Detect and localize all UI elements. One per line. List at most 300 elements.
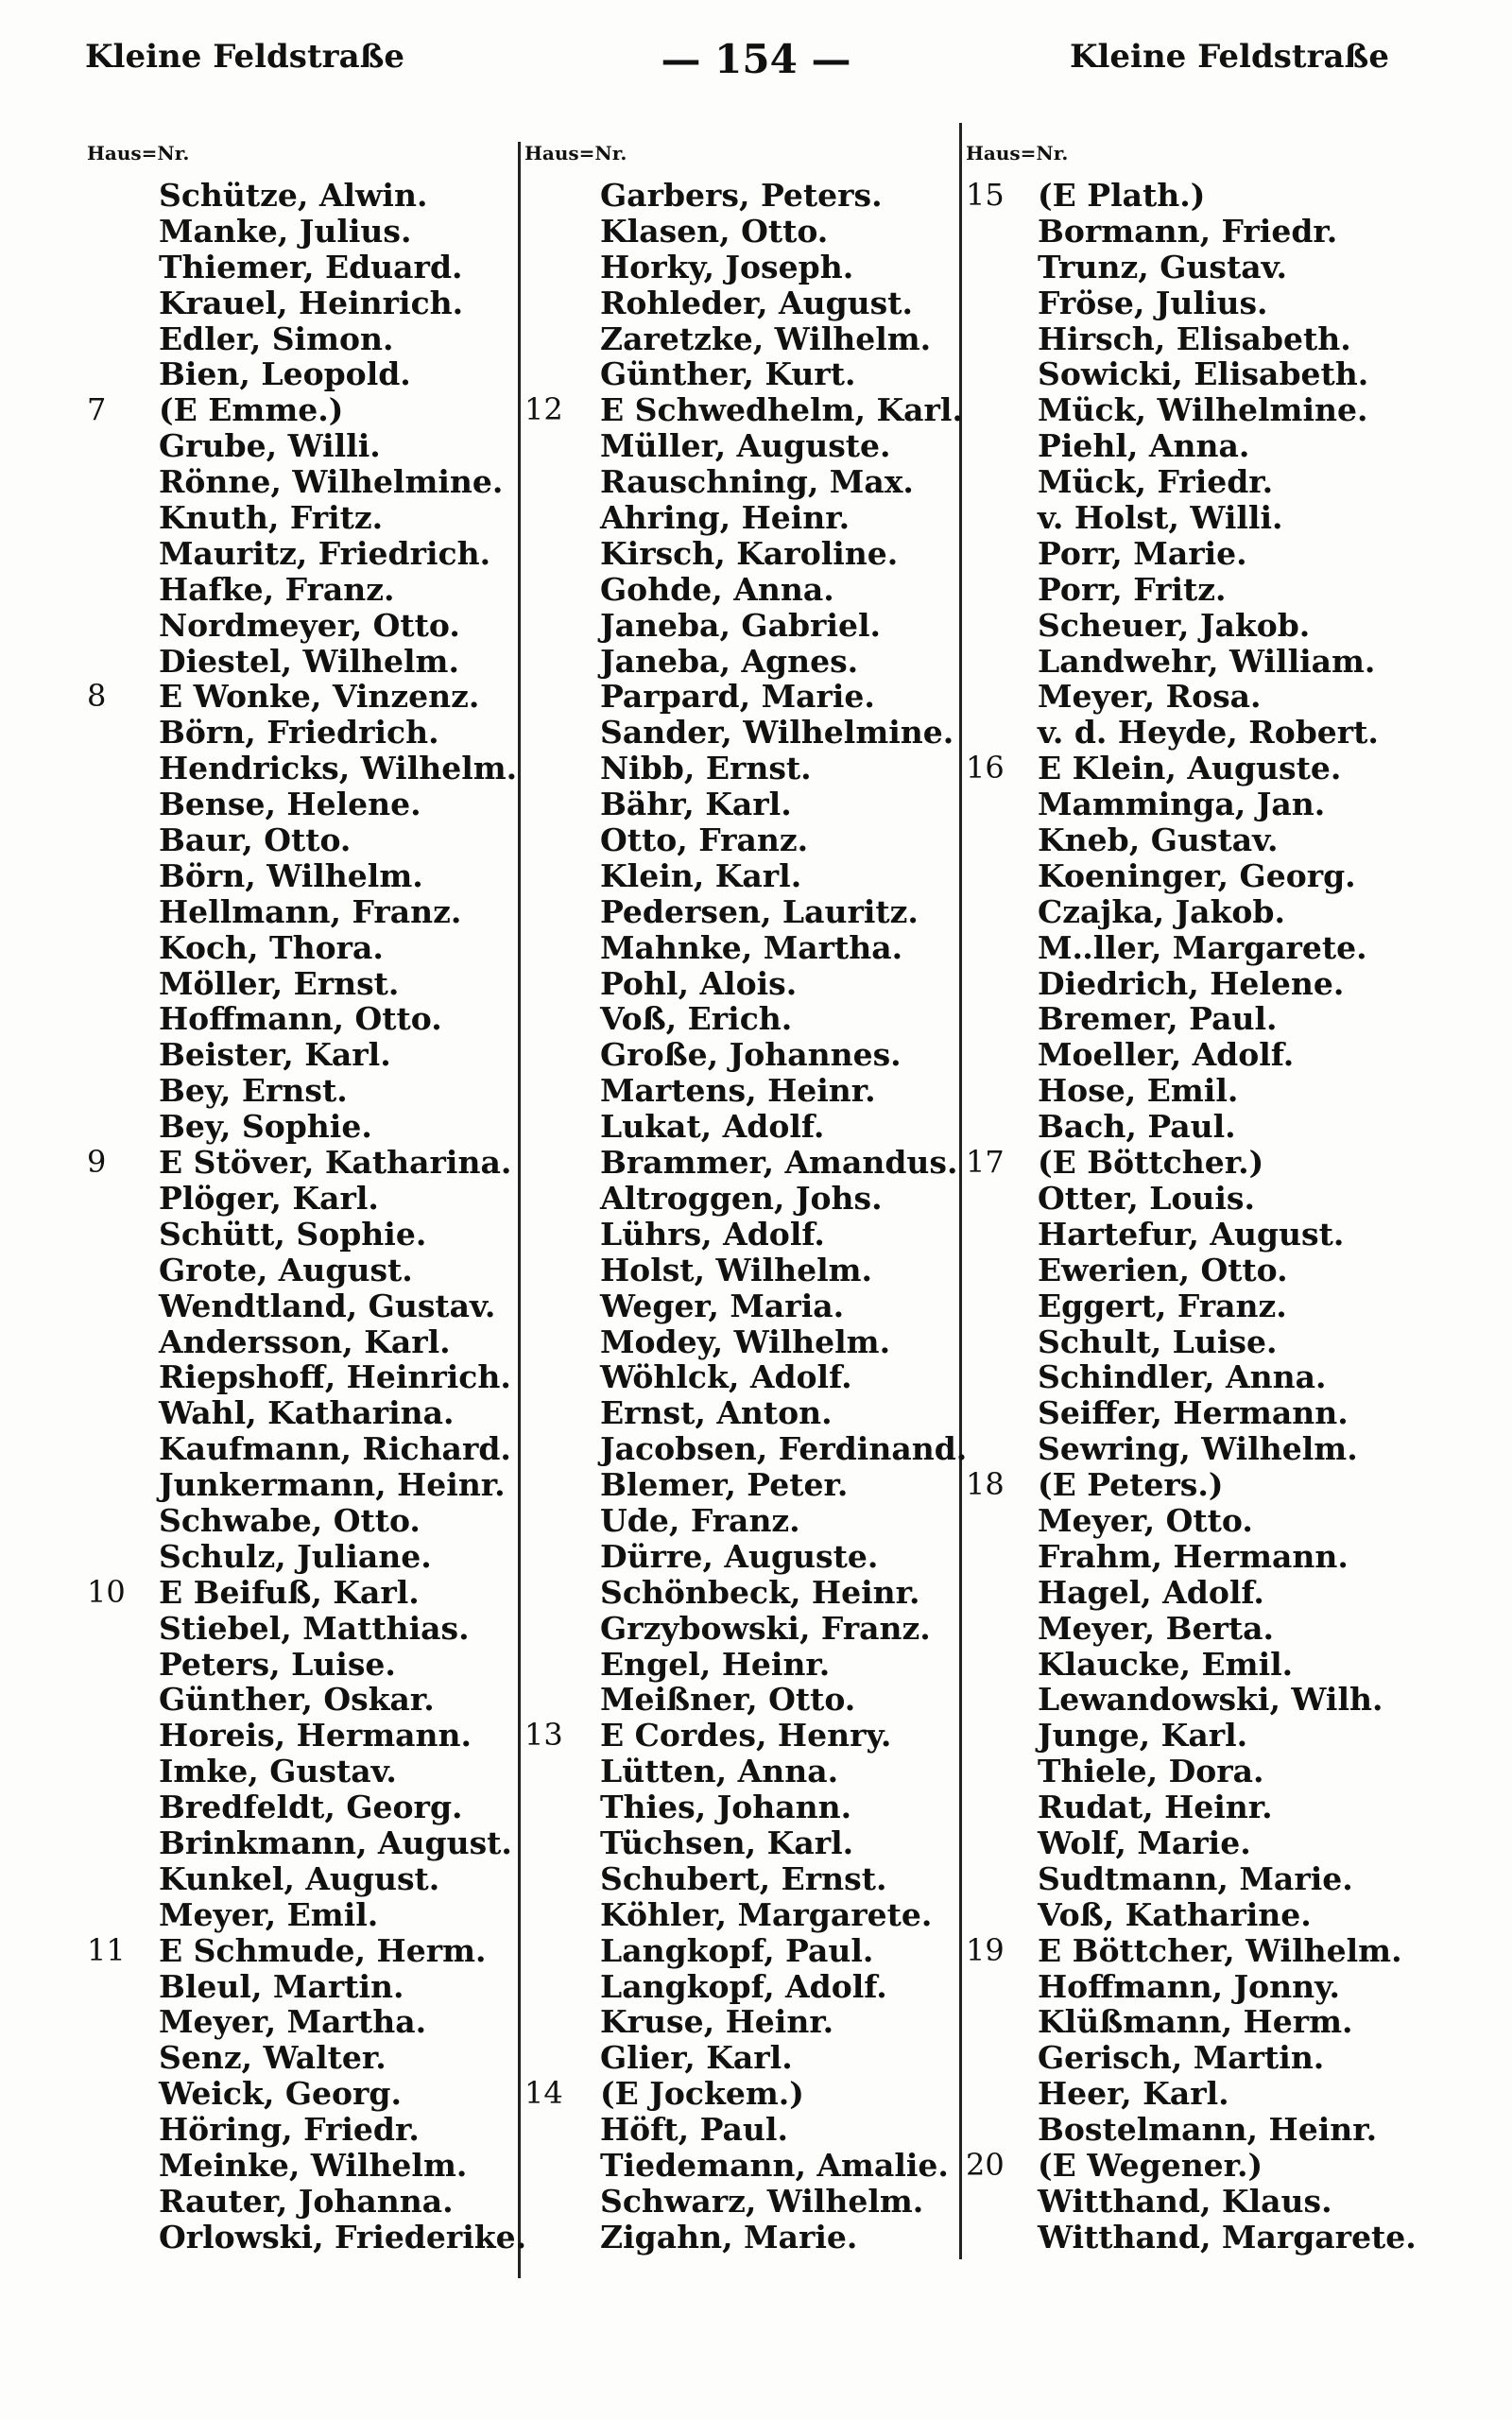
resident-name: Klüßmann, Herm. bbox=[1038, 2003, 1353, 2041]
directory-entry bbox=[87, 1073, 517, 1109]
resident-name: E Beifuß, Karl. bbox=[159, 1573, 420, 1611]
directory-entry bbox=[87, 1789, 517, 1825]
resident-name: Otter, Louis. bbox=[1038, 1179, 1256, 1217]
resident-name: Brammer, Amandus. bbox=[600, 1144, 958, 1182]
resident-name: Trunz, Gustav. bbox=[1038, 248, 1287, 285]
directory-entry bbox=[966, 1217, 1495, 1253]
directory-entry bbox=[966, 2112, 1495, 2148]
directory-entry bbox=[87, 428, 517, 464]
resident-name: Czajka, Jakob. bbox=[1038, 892, 1285, 930]
resident-name: Mück, Friedr. bbox=[1038, 463, 1274, 501]
resident-name: Bähr, Karl. bbox=[600, 786, 792, 823]
directory-entry bbox=[524, 1897, 957, 1933]
entry-list bbox=[966, 178, 1495, 2256]
directory-entry bbox=[966, 2004, 1495, 2040]
resident-name: Voß, Erich. bbox=[600, 1000, 793, 1038]
directory-entry bbox=[524, 500, 957, 536]
resident-name: Hendricks, Wilhelm. bbox=[159, 750, 518, 787]
resident-name: Manke, Julius. bbox=[159, 212, 412, 250]
directory-entry bbox=[966, 214, 1495, 250]
directory-entry bbox=[966, 2040, 1495, 2076]
directory-entry bbox=[524, 1037, 957, 1073]
directory-entry bbox=[87, 1503, 517, 1539]
directory-entry bbox=[966, 1611, 1495, 1647]
directory-entry bbox=[966, 822, 1495, 858]
resident-name: Brinkmann, August. bbox=[159, 1824, 512, 1861]
directory-entry bbox=[966, 1395, 1495, 1431]
resident-name: Piehl, Anna. bbox=[1038, 427, 1250, 465]
directory-entry bbox=[524, 1789, 957, 1825]
resident-name: Senz, Walter. bbox=[159, 2039, 387, 2077]
directory-entry bbox=[524, 1253, 957, 1288]
street-title-right: Kleine Feldstraße bbox=[1069, 38, 1389, 76]
resident-name: (E Jockem.) bbox=[600, 2075, 804, 2113]
resident-name: Möller, Ernst. bbox=[159, 964, 400, 1002]
resident-name: Bormann, Friedr. bbox=[1038, 212, 1338, 250]
directory-entry bbox=[524, 930, 957, 966]
resident-name: Horky, Joseph. bbox=[600, 248, 854, 285]
directory-entry bbox=[966, 1359, 1495, 1395]
directory-entry bbox=[524, 858, 957, 894]
resident-name: Fröse, Julius. bbox=[1038, 284, 1268, 321]
directory-entry bbox=[966, 1431, 1495, 1467]
directory-entry bbox=[966, 1467, 1495, 1503]
directory-entry bbox=[966, 1253, 1495, 1288]
directory-entry bbox=[524, 536, 957, 572]
resident-name: M‥ller, Margarete. bbox=[1038, 928, 1367, 966]
resident-name: Peters, Luise. bbox=[159, 1645, 396, 1683]
resident-name: Wahl, Katharina. bbox=[159, 1394, 455, 1432]
directory-entry bbox=[524, 1324, 957, 1360]
directory-entry bbox=[524, 1181, 957, 1217]
resident-name: Porr, Marie. bbox=[1038, 534, 1247, 572]
resident-name: Bey, Sophie. bbox=[159, 1108, 372, 1146]
column-heading: Haus=Nr. bbox=[524, 142, 627, 164]
directory-entry bbox=[87, 1575, 517, 1611]
directory-entry bbox=[87, 715, 517, 751]
resident-name: Köhler, Margarete. bbox=[600, 1895, 933, 1933]
resident-name: Grzybowski, Franz. bbox=[600, 1609, 931, 1647]
directory-entry bbox=[524, 786, 957, 822]
resident-name: Mahnke, Martha. bbox=[600, 928, 903, 966]
resident-name: Kunkel, August. bbox=[159, 1859, 440, 1897]
resident-name: Hoffmann, Otto. bbox=[159, 1000, 442, 1038]
directory-entry bbox=[524, 894, 957, 930]
directory-entry bbox=[87, 2040, 517, 2076]
directory-entry bbox=[524, 1825, 957, 1861]
directory-entry bbox=[966, 2148, 1495, 2184]
resident-name: Janeba, Gabriel. bbox=[600, 606, 881, 644]
resident-name: Kaufmann, Richard. bbox=[159, 1430, 511, 1468]
resident-name: Grube, Willi. bbox=[159, 427, 381, 465]
street-title-left: Kleine Feldstraße bbox=[85, 38, 405, 76]
resident-name: Meyer, Martha. bbox=[159, 2003, 427, 2041]
directory-entry bbox=[87, 608, 517, 644]
directory-entry bbox=[524, 1754, 957, 1789]
directory-entry bbox=[966, 1647, 1495, 1683]
resident-name: Witthand, Margarete. bbox=[1038, 2218, 1417, 2256]
resident-name: Schwarz, Wilhelm. bbox=[600, 2182, 924, 2220]
directory-entry bbox=[87, 572, 517, 608]
directory-entry bbox=[524, 356, 957, 392]
resident-name: Rauschning, Max. bbox=[600, 463, 914, 501]
column-2 bbox=[524, 142, 968, 2256]
resident-name: Sowicki, Elisabeth. bbox=[1038, 355, 1369, 393]
house-number: 10 bbox=[87, 1573, 126, 1610]
resident-name: Sewring, Wilhelm. bbox=[1038, 1430, 1358, 1468]
directory-entry bbox=[966, 1001, 1495, 1037]
house-number: 16 bbox=[966, 750, 1005, 786]
column-3 bbox=[966, 142, 1495, 2256]
directory-entry bbox=[966, 500, 1495, 536]
directory-entry bbox=[966, 250, 1495, 285]
directory-entry bbox=[524, 2220, 957, 2256]
resident-name: Dürre, Auguste. bbox=[600, 1537, 879, 1575]
directory-entry bbox=[966, 1933, 1495, 1969]
resident-name: Pohl, Alois. bbox=[600, 964, 798, 1002]
directory-entry bbox=[524, 2112, 957, 2148]
resident-name: Altroggen, Johs. bbox=[600, 1179, 883, 1217]
resident-name: Junkermann, Heinr. bbox=[159, 1466, 506, 1504]
column-divider-right bbox=[959, 123, 962, 2259]
directory-entry bbox=[966, 644, 1495, 680]
resident-name: Schulz, Juliane. bbox=[159, 1537, 432, 1575]
directory-entry bbox=[87, 1467, 517, 1503]
directory-entry bbox=[966, 1324, 1495, 1360]
directory-entry bbox=[524, 1145, 957, 1181]
resident-name: Schütze, Alwin. bbox=[159, 177, 428, 214]
directory-entry bbox=[966, 1539, 1495, 1575]
resident-name: Bremer, Paul. bbox=[1038, 1000, 1278, 1038]
resident-name: Hagel, Adolf. bbox=[1038, 1573, 1264, 1611]
directory-entry bbox=[524, 1073, 957, 1109]
resident-name: Wolf, Marie. bbox=[1038, 1824, 1251, 1861]
directory-entry bbox=[524, 1430, 968, 1468]
resident-name: Junge, Karl. bbox=[1038, 1717, 1248, 1754]
resident-name: Frahm, Hermann. bbox=[1038, 1537, 1349, 1575]
directory-entry bbox=[966, 1825, 1495, 1861]
directory-entry bbox=[524, 391, 963, 429]
directory-entry bbox=[966, 966, 1495, 1002]
directory-entry bbox=[87, 1682, 517, 1718]
directory-entry bbox=[87, 644, 517, 680]
directory-entry bbox=[87, 1253, 517, 1288]
directory-entry bbox=[87, 1181, 517, 1217]
resident-name: Pedersen, Lauritz. bbox=[600, 892, 919, 930]
resident-name: Mück, Wilhelmine. bbox=[1038, 391, 1368, 429]
directory-entry bbox=[966, 786, 1495, 822]
directory-entry bbox=[966, 1109, 1495, 1145]
resident-name: Langkopf, Paul. bbox=[600, 1931, 874, 1969]
resident-name: Seiffer, Hermann. bbox=[1038, 1394, 1349, 1432]
directory-entry bbox=[966, 1789, 1495, 1825]
directory-entry bbox=[966, 930, 1495, 966]
directory-entry bbox=[524, 715, 957, 751]
directory-entry bbox=[966, 2220, 1495, 2256]
directory-entry bbox=[966, 536, 1495, 572]
resident-name: Schönbeck, Heinr. bbox=[600, 1573, 920, 1611]
directory-entry bbox=[87, 786, 517, 822]
directory-entry bbox=[966, 2076, 1495, 2112]
directory-entry bbox=[87, 250, 517, 285]
resident-name: Schubert, Ernst. bbox=[600, 1859, 887, 1897]
resident-name: Grote, August. bbox=[159, 1251, 413, 1288]
directory-entry bbox=[87, 1109, 517, 1145]
directory-entry bbox=[524, 679, 957, 715]
resident-name: Sudtmann, Marie. bbox=[1038, 1859, 1353, 1897]
house-number: 13 bbox=[524, 1717, 563, 1754]
directory-entry bbox=[524, 285, 957, 321]
resident-name: Edler, Simon. bbox=[159, 320, 394, 357]
directory-entry bbox=[966, 1897, 1495, 1933]
resident-name: Heer, Karl. bbox=[1038, 2075, 1229, 2113]
resident-name: Voß, Katharine. bbox=[1038, 1895, 1312, 1933]
resident-name: Glier, Karl. bbox=[600, 2039, 793, 2077]
resident-name: Hartefur, August. bbox=[1038, 1215, 1345, 1253]
column-heading: Haus=Nr. bbox=[966, 142, 1069, 164]
resident-name: Koch, Thora. bbox=[159, 928, 384, 966]
resident-name: Rönne, Wilhelmine. bbox=[159, 463, 504, 501]
resident-name: E Klein, Auguste. bbox=[1038, 750, 1342, 787]
resident-name: Ahring, Heinr. bbox=[600, 499, 850, 537]
resident-name: Hirsch, Elisabeth. bbox=[1038, 320, 1351, 357]
directory-entry bbox=[966, 2184, 1495, 2220]
directory-entry bbox=[966, 858, 1495, 894]
resident-name: Moeller, Adolf. bbox=[1038, 1036, 1295, 1074]
directory-entry bbox=[966, 1575, 1495, 1611]
directory-entry bbox=[87, 1001, 517, 1037]
directory-entry bbox=[966, 1682, 1495, 1718]
resident-name: Meyer, Emil. bbox=[159, 1895, 379, 1933]
directory-entry bbox=[966, 751, 1495, 786]
directory-entry bbox=[524, 966, 957, 1002]
resident-name: Baur, Otto. bbox=[159, 821, 352, 859]
directory-entry bbox=[87, 1933, 517, 1969]
resident-name: Hose, Emil. bbox=[1038, 1072, 1239, 1110]
directory-entry bbox=[87, 858, 517, 894]
resident-name: Tiedemann, Amalie. bbox=[600, 2146, 949, 2184]
resident-name: Mauritz, Friedrich. bbox=[159, 534, 491, 572]
directory-entry bbox=[966, 1181, 1495, 1217]
directory-entry bbox=[87, 1145, 517, 1181]
directory-entry bbox=[966, 1145, 1495, 1181]
directory-entry bbox=[524, 644, 957, 680]
resident-name: Schütt, Sophie. bbox=[159, 1215, 427, 1253]
directory-entry bbox=[87, 2184, 517, 2220]
directory-entry bbox=[524, 1359, 957, 1395]
resident-name: Börn, Friedrich. bbox=[159, 714, 439, 752]
directory-entry bbox=[524, 1647, 957, 1683]
directory-entry bbox=[87, 1754, 517, 1789]
directory-entry bbox=[87, 1359, 517, 1395]
resident-name: Orlowski, Friederike. bbox=[159, 2218, 527, 2256]
directory-entry bbox=[524, 572, 957, 608]
directory-entry bbox=[87, 822, 517, 858]
house-number: 17 bbox=[966, 1144, 1005, 1181]
column-heading: Haus=Nr. bbox=[87, 142, 190, 164]
resident-name: Lütten, Anna. bbox=[600, 1753, 839, 1790]
resident-name: Garbers, Peters. bbox=[600, 177, 883, 214]
directory-entry bbox=[87, 321, 517, 357]
resident-name: Höring, Friedr. bbox=[159, 2111, 420, 2149]
house-number: 12 bbox=[524, 391, 563, 428]
directory-entry bbox=[524, 1611, 957, 1647]
directory-entry bbox=[524, 1217, 957, 1253]
directory-entry bbox=[524, 1575, 957, 1611]
directory-entry bbox=[524, 2004, 957, 2040]
directory-entry bbox=[524, 1288, 957, 1324]
resident-name: (E Emme.) bbox=[159, 391, 344, 429]
resident-name: Bien, Leopold. bbox=[159, 355, 411, 393]
resident-name: Zaretzke, Wilhelm. bbox=[600, 320, 932, 357]
directory-entry bbox=[524, 1969, 957, 2005]
resident-name: Bey, Ernst. bbox=[159, 1072, 348, 1110]
directory-entry bbox=[966, 1969, 1495, 2005]
directory-entry bbox=[87, 1718, 517, 1754]
directory-entry bbox=[524, 1467, 957, 1503]
resident-name: Janeba, Agnes. bbox=[600, 642, 859, 680]
directory-entry bbox=[524, 2148, 957, 2184]
resident-name: E Stöver, Katharina. bbox=[159, 1144, 512, 1182]
directory-entry bbox=[87, 930, 517, 966]
resident-name: Bredfeldt, Georg. bbox=[159, 1789, 463, 1826]
directory-entry bbox=[87, 1825, 517, 1861]
resident-name: E Schmude, Herm. bbox=[159, 1931, 487, 1969]
resident-name: Scheuer, Jakob. bbox=[1038, 606, 1311, 644]
resident-name: Kneb, Gustav. bbox=[1038, 821, 1279, 859]
directory-entry bbox=[87, 536, 517, 572]
resident-name: Wöhlck, Adolf. bbox=[600, 1358, 852, 1396]
house-number: 9 bbox=[87, 1144, 107, 1181]
directory-entry bbox=[87, 178, 517, 214]
directory-entry bbox=[87, 1395, 517, 1431]
directory-entry bbox=[966, 428, 1495, 464]
directory-entry bbox=[524, 2184, 957, 2220]
directory-entry bbox=[87, 1969, 517, 2005]
resident-name: Schult, Luise. bbox=[1038, 1322, 1278, 1360]
directory-entry bbox=[524, 214, 957, 250]
resident-name: Thiele, Dora. bbox=[1038, 1753, 1264, 1790]
directory-entry bbox=[524, 178, 957, 214]
resident-name: Klein, Karl. bbox=[600, 856, 802, 894]
resident-name: Horeis, Hermann. bbox=[159, 1717, 472, 1754]
resident-name: (E Peters.) bbox=[1038, 1466, 1224, 1504]
house-number: 14 bbox=[524, 2075, 563, 2112]
directory-entry bbox=[966, 715, 1495, 751]
directory-entry bbox=[524, 464, 957, 500]
resident-name: Schindler, Anna. bbox=[1038, 1358, 1327, 1396]
resident-name: Eggert, Franz. bbox=[1038, 1287, 1287, 1324]
directory-entry bbox=[524, 1503, 957, 1539]
resident-name: Mamminga, Jan. bbox=[1038, 786, 1326, 823]
resident-name: Imke, Gustav. bbox=[159, 1753, 397, 1790]
resident-name: E Cordes, Henry. bbox=[600, 1717, 892, 1754]
directory-entry bbox=[524, 1001, 957, 1037]
resident-name: Müller, Auguste. bbox=[600, 427, 891, 465]
directory-entry bbox=[87, 356, 517, 392]
resident-name: Günther, Oskar. bbox=[159, 1681, 435, 1719]
resident-name: Weger, Maria. bbox=[600, 1287, 845, 1324]
resident-name: Börn, Wilhelm. bbox=[159, 856, 423, 894]
resident-name: Bense, Helene. bbox=[159, 786, 421, 823]
resident-name: Porr, Fritz. bbox=[1038, 570, 1227, 608]
directory-entry bbox=[87, 285, 517, 321]
resident-name: Ernst, Anton. bbox=[600, 1394, 833, 1432]
directory-entry bbox=[87, 966, 517, 1002]
resident-name: Meyer, Berta. bbox=[1038, 1609, 1275, 1647]
directory-entry bbox=[966, 608, 1495, 644]
resident-name: Meinke, Wilhelm. bbox=[159, 2146, 468, 2184]
directory-entry bbox=[87, 1611, 517, 1647]
directory-entry bbox=[524, 1933, 957, 1969]
directory-entry bbox=[87, 894, 517, 930]
house-number: 18 bbox=[966, 1466, 1005, 1503]
directory-entry bbox=[966, 285, 1495, 321]
resident-name: Zigahn, Marie. bbox=[600, 2218, 858, 2256]
resident-name: Klasen, Otto. bbox=[600, 212, 829, 250]
resident-name: Hellmann, Franz. bbox=[159, 892, 462, 930]
resident-name: (E Plath.) bbox=[1038, 177, 1206, 214]
directory-entry bbox=[966, 1288, 1495, 1324]
resident-name: Weick, Georg. bbox=[159, 2075, 402, 2113]
directory-entry bbox=[966, 321, 1495, 357]
directory-entry bbox=[87, 392, 517, 428]
resident-name: Thiemer, Eduard. bbox=[159, 248, 463, 285]
directory-entry bbox=[87, 1217, 517, 1253]
directory-entry bbox=[524, 751, 957, 786]
directory-entry bbox=[87, 1647, 517, 1683]
resident-name: Martens, Heinr. bbox=[600, 1072, 876, 1110]
house-number: 15 bbox=[966, 177, 1005, 213]
resident-name: Rohleder, August. bbox=[600, 284, 913, 321]
directory-entry bbox=[87, 1897, 517, 1933]
resident-name: Lührs, Adolf. bbox=[600, 1215, 825, 1253]
resident-name: Höft, Paul. bbox=[600, 2111, 788, 2149]
resident-name: Knuth, Fritz. bbox=[159, 499, 384, 537]
resident-name: Schwabe, Otto. bbox=[159, 1501, 421, 1539]
directory-entry bbox=[966, 1754, 1495, 1789]
entry-list bbox=[87, 177, 527, 2256]
resident-name: E Wonke, Vinzenz. bbox=[159, 678, 480, 716]
directory-entry bbox=[87, 2112, 517, 2148]
directory-entry bbox=[966, 392, 1495, 428]
resident-name: Blemer, Peter. bbox=[600, 1466, 849, 1504]
resident-name: Riepshoff, Heinrich. bbox=[159, 1358, 511, 1396]
resident-name: Plöger, Karl. bbox=[159, 1179, 379, 1217]
resident-name: Gohde, Anna. bbox=[600, 570, 834, 608]
resident-name: Witthand, Klaus. bbox=[1038, 2182, 1332, 2220]
directory-entry bbox=[524, 2040, 957, 2076]
resident-name: Ewerien, Otto. bbox=[1038, 1251, 1288, 1288]
resident-name: Diestel, Wilhelm. bbox=[159, 642, 459, 680]
resident-name: Meyer, Rosa. bbox=[1038, 678, 1262, 716]
directory-entry bbox=[524, 1682, 957, 1718]
directory-entry bbox=[524, 1395, 957, 1431]
resident-name: Meyer, Otto. bbox=[1038, 1501, 1253, 1539]
resident-name: Sander, Wilhelmine. bbox=[600, 714, 954, 752]
directory-entry bbox=[524, 1718, 957, 1754]
directory-entry bbox=[87, 2148, 517, 2184]
resident-name: (E Böttcher.) bbox=[1038, 1144, 1264, 1182]
directory-entry bbox=[87, 679, 517, 715]
resident-name: Bleul, Martin. bbox=[159, 1967, 404, 2005]
resident-name: Ude, Franz. bbox=[600, 1501, 800, 1539]
directory-entry bbox=[966, 178, 1495, 214]
resident-name: Lewandowski, Wilh. bbox=[1038, 1681, 1383, 1719]
resident-name: Holst, Wilhelm. bbox=[600, 1251, 873, 1288]
directory-entry bbox=[966, 1718, 1495, 1754]
resident-name: Diedrich, Helene. bbox=[1038, 964, 1345, 1002]
